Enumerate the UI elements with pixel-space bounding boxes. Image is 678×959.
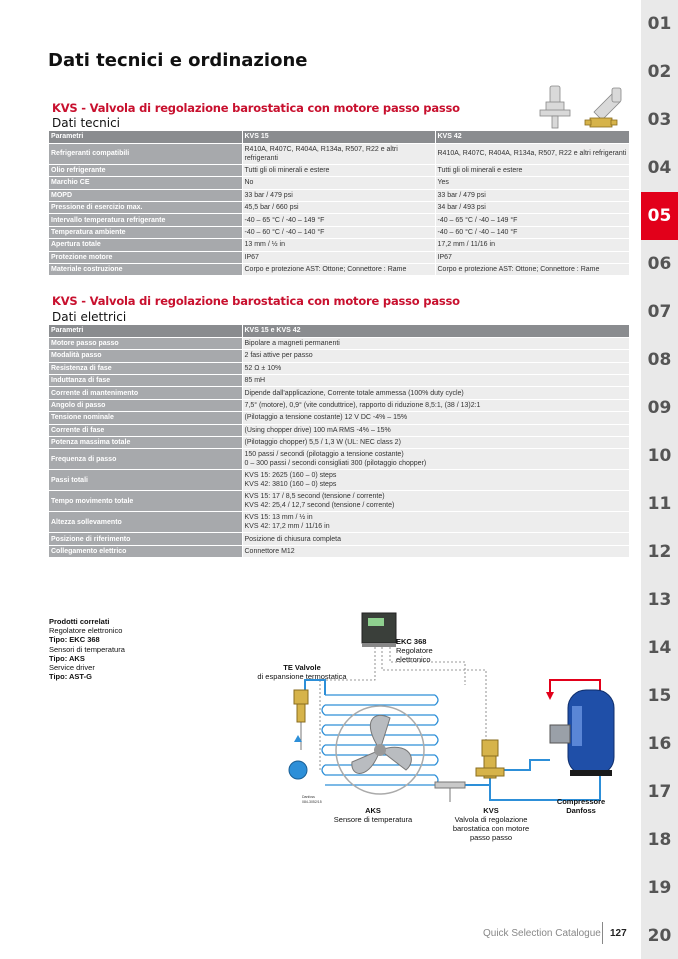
- table-row: [49, 545, 629, 557]
- aks-desc: Sensore di temperatura: [333, 815, 413, 824]
- aks-sensor-icon: [435, 782, 465, 802]
- row-value-line: KVS 42: 17,2 mm / 11/16 in: [244, 523, 330, 531]
- tab-19[interactable]: 19: [647, 878, 672, 898]
- row-label: Corrente di fase: [49, 424, 242, 436]
- row-value: -40 – 65 °C / -40 – 149 °F: [242, 214, 435, 226]
- row-value: -40 – 60 °C / -40 – 140 °F: [242, 226, 435, 238]
- row-value-line: KVS 42: 25,4 / 12,7 second (tensione / corrente): [244, 502, 395, 510]
- row-value: Yes: [435, 177, 629, 189]
- ekc-controller-icon: [362, 613, 396, 647]
- tab-07[interactable]: 07: [647, 302, 672, 322]
- row-value: 17,2 mm / 11/16 in: [435, 239, 629, 251]
- table-row: [49, 239, 629, 251]
- row-value: Posizione di chiusura completa: [242, 533, 629, 545]
- row-label: Temperatura ambiente: [49, 226, 242, 238]
- row-label: Tensione nominale: [49, 412, 242, 424]
- row-value: (Pilotaggio chopper) 5,5 / 1,3 W (UL: NEC class 2): [242, 437, 629, 449]
- table-row: [49, 226, 629, 238]
- tab-06[interactable]: 06: [647, 254, 672, 274]
- row-value: Corpo e protezione AST: Ottone; Connettore : Rame: [242, 264, 435, 276]
- row-value: R410A, R407C, R404A, R134a, R507, R22 e altri refrigeranti: [242, 143, 435, 164]
- row-label: Tempo movimento totale: [49, 491, 242, 512]
- related-products: [49, 617, 125, 681]
- tab-10[interactable]: 10: [647, 446, 672, 466]
- tab-04[interactable]: 04: [647, 158, 672, 178]
- footer-catalogue: Quick Selection Catalogue: [483, 928, 601, 939]
- table-row: [49, 337, 629, 349]
- tab-17[interactable]: 17: [647, 782, 672, 802]
- section-electrical-title: KVS - Valvola di regolazione barostatica con motore passo passo: [52, 294, 460, 308]
- row-label: Apertura totale: [49, 239, 242, 251]
- table-row: [49, 512, 629, 533]
- related-item-desc: Sensori di temperatura: [49, 644, 125, 654]
- table-row: [49, 375, 629, 387]
- row-label: Refrigeranti compatibili: [49, 143, 242, 164]
- page-number: 127: [610, 928, 627, 939]
- section-technical-subtitle: Dati tecnici: [52, 116, 121, 130]
- tab-13[interactable]: 13: [647, 590, 672, 610]
- kvs-valve-icon: [476, 740, 504, 778]
- section-technical-title: KVS - Valvola di regolazione barostatica con motore passo passo: [52, 101, 460, 115]
- row-label: Olio refrigerante: [49, 164, 242, 176]
- tab-02[interactable]: 02: [647, 62, 672, 82]
- row-value: Tutti gli oli minerali e estere: [435, 164, 629, 176]
- table-row: [49, 177, 629, 189]
- section-electrical-subtitle: Dati elettrici: [52, 310, 127, 324]
- tab-20[interactable]: 20: [647, 926, 672, 946]
- row-value: (Using chopper drive) 100 mA RMS -4% – 15%: [242, 424, 629, 436]
- row-value: (Pilotaggio a tensione costante) 12 V DC -4% – 15%: [242, 412, 629, 424]
- row-label: Posizione di riferimento: [49, 533, 242, 545]
- kvs-label: [446, 806, 536, 842]
- aks-label: [328, 806, 418, 824]
- fan-icon: [336, 706, 424, 794]
- page-title: Dati tecnici e ordinazione: [48, 50, 308, 71]
- table-row: [49, 264, 629, 276]
- row-value: 7,5° (motore), 0,9° (vite conduttrice), rapporto di riduzione 8,5:1, (38 / 13)2:1: [242, 399, 629, 411]
- row-value: -40 – 60 °C / -40 – 140 °F: [435, 226, 629, 238]
- row-value: R410A, R407C, R404A, R134a, R507, R22 e altri refrigeranti: [435, 143, 629, 164]
- row-value: 2 fasi attive per passo: [242, 350, 629, 362]
- row-value: IP67: [435, 251, 629, 263]
- table-row: [49, 491, 629, 512]
- compressor-desc: Danfoss: [566, 806, 596, 815]
- electrical-data-table: [49, 325, 629, 558]
- row-label: Intervallo temperatura refrigerante: [49, 214, 242, 226]
- tab-03[interactable]: 03: [647, 110, 672, 130]
- related-item-desc: Regolatore elettronico: [49, 626, 123, 636]
- compressor-title: Compressore: [556, 797, 606, 806]
- column-header: KVS 15 e KVS 42: [242, 325, 629, 337]
- te-desc: di espansione termostatica: [257, 672, 347, 681]
- sensor-tag-line2: 084-3052/15: [302, 800, 322, 804]
- row-value: 33 bar / 479 psi: [242, 189, 435, 201]
- row-label: Protezione motore: [49, 251, 242, 263]
- te-label: [252, 663, 352, 681]
- row-value: 85 mH: [242, 375, 629, 387]
- related-title: Prodotti correlati: [49, 617, 110, 626]
- tab-18[interactable]: 18: [647, 830, 672, 850]
- row-value: IP67: [242, 251, 435, 263]
- row-label: Altezza sollevamento: [49, 512, 242, 533]
- table-row: [49, 189, 629, 201]
- row-value: Connettore M12: [242, 545, 629, 557]
- table-header: [49, 325, 629, 337]
- related-item-desc: Service driver: [49, 663, 95, 673]
- column-header: Parametri: [49, 325, 242, 337]
- valve-product-icon: [538, 82, 628, 137]
- row-label: Frequenza di passo: [49, 449, 242, 470]
- kvs-desc: Valvola di regolazione barostatica con motore passo passo: [452, 815, 530, 842]
- chapter-tabs: [641, 0, 678, 959]
- ekc-desc: Regolatore elettronico: [396, 646, 433, 664]
- tab-05[interactable]: 05: [641, 192, 678, 240]
- column-header: KVS 15: [242, 131, 435, 143]
- row-label: Angolo di passo: [49, 399, 242, 411]
- row-value-line: 0 – 300 passi / secondi consigliati 300 (pilotaggio chopper): [244, 460, 427, 468]
- footer-divider: [602, 922, 603, 944]
- sensor-tag-line1: Danfoss: [302, 795, 315, 799]
- tab-15[interactable]: 15: [647, 686, 672, 706]
- row-label: Passi totali: [49, 470, 242, 491]
- table-row: [49, 533, 629, 545]
- row-value-line: KVS 15: 17 / 8,5 second (tensione / corrente): [244, 493, 385, 501]
- row-value: 45,5 bar / 660 psi: [242, 202, 435, 214]
- table-row: [49, 214, 629, 226]
- row-value: 34 bar / 493 psi: [435, 202, 629, 214]
- row-value: [242, 470, 629, 491]
- compressor-icon: [550, 690, 614, 776]
- row-value: [242, 491, 629, 512]
- row-label: Potenza massima totale: [49, 437, 242, 449]
- row-value: 13 mm / ½ in: [242, 239, 435, 251]
- table-row: [49, 412, 629, 424]
- ekc-title: EKC 368: [396, 637, 427, 646]
- table-row: [49, 399, 629, 411]
- row-value: [242, 512, 629, 533]
- te-valve-icon: [289, 690, 308, 779]
- table-row: [49, 424, 629, 436]
- row-label: Corrente di mantenimento: [49, 387, 242, 399]
- table-row: [49, 387, 629, 399]
- column-header: KVS 42: [435, 131, 629, 143]
- table-row: [49, 164, 629, 176]
- row-value: Tutti gli oli minerali e estere: [242, 164, 435, 176]
- row-value: -40 – 65 °C / -40 – 149 °F: [435, 214, 629, 226]
- table-row: [49, 251, 629, 263]
- row-label: Collegamento elettrico: [49, 545, 242, 557]
- row-label: Pressione di esercizio max.: [49, 202, 242, 214]
- row-label: MOPD: [49, 189, 242, 201]
- row-value-line: KVS 15: 13 mm / ½ in: [244, 514, 313, 522]
- row-label: Materiale costruzione: [49, 264, 242, 276]
- related-item-type: Tipo: AST-G: [49, 672, 92, 682]
- row-label: Resistenza di fase: [49, 362, 242, 374]
- table-row: [49, 350, 629, 362]
- aks-title: AKS: [365, 806, 381, 815]
- related-item-type: Tipo: EKC 368: [49, 635, 100, 645]
- table-row: [49, 143, 629, 164]
- row-value: Dipende dall'applicazione, Corrente totale ammessa (100% duty cycle): [242, 387, 629, 399]
- column-header: Parametri: [49, 131, 242, 143]
- te-title: TE Valvole: [283, 663, 321, 672]
- row-label: Modalità passo: [49, 350, 242, 362]
- row-value: Bipolare a magneti permanenti: [242, 337, 629, 349]
- compressor-label: [546, 797, 616, 815]
- related-item-type: Tipo: AKS: [49, 653, 85, 663]
- tab-16[interactable]: 16: [647, 734, 672, 754]
- system-diagram: [250, 610, 640, 850]
- row-value-line: KVS 42: 3810 (160 – 0) steps: [244, 481, 337, 489]
- table-row: [49, 437, 629, 449]
- row-value: Corpo e protezione AST: Ottone; Connettore : Rame: [435, 264, 629, 276]
- table-header: [49, 131, 629, 143]
- row-label: Motore passo passo: [49, 337, 242, 349]
- technical-data-table: [49, 131, 629, 276]
- row-value: 33 bar / 479 psi: [435, 189, 629, 201]
- row-label: Marchio CE: [49, 177, 242, 189]
- row-value: [242, 449, 629, 470]
- row-value: No: [242, 177, 435, 189]
- table-row: [49, 449, 629, 470]
- tab-08[interactable]: 08: [647, 350, 672, 370]
- table-row: [49, 202, 629, 214]
- table-row: [49, 362, 629, 374]
- kvs-title: KVS: [483, 806, 499, 815]
- ekc-label: [396, 637, 446, 664]
- tab-01[interactable]: 01: [647, 14, 672, 34]
- tab-09[interactable]: 09: [647, 398, 672, 418]
- row-value: 52 Ω ± 10%: [242, 362, 629, 374]
- tab-11[interactable]: 11: [647, 494, 672, 514]
- row-value-line: 150 passi / secondi (pilotaggio a tensione costante): [244, 451, 404, 459]
- row-value-line: KVS 15: 2625 (160 – 0) steps: [244, 472, 337, 480]
- table-row: [49, 470, 629, 491]
- row-label: Induttanza di fase: [49, 375, 242, 387]
- tab-14[interactable]: 14: [647, 638, 672, 658]
- tab-12[interactable]: 12: [647, 542, 672, 562]
